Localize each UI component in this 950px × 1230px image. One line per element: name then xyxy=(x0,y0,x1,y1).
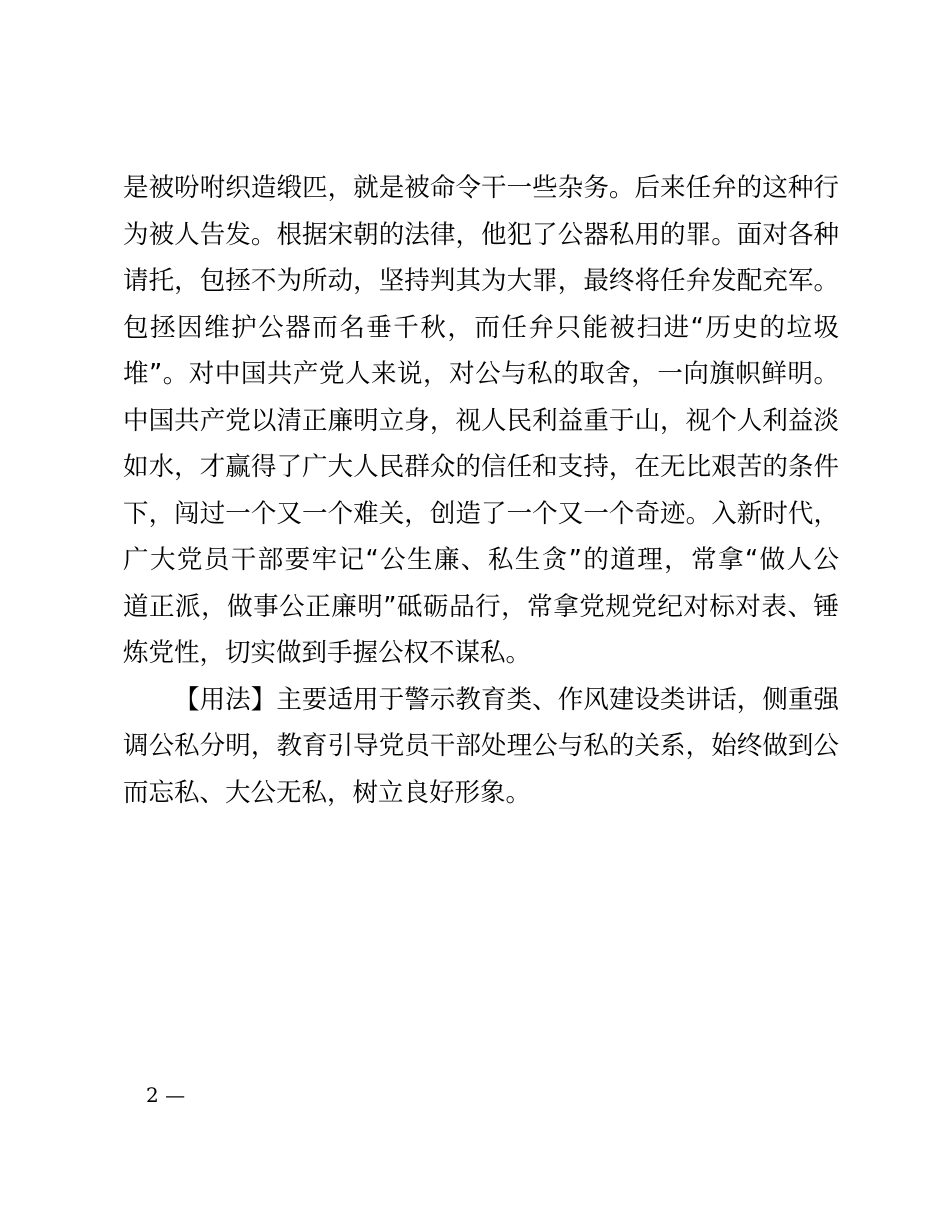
text-line: 广大党员干部要牢记“公生廉、私生贪”的道理，常拿“做人公 xyxy=(123,545,839,575)
text-line: 调公私分明，教育引导党员干部处理公与私的关系，始终做到公 xyxy=(123,731,839,761)
text-line: 【用法】主要适用于警示教育类、作风建设类讲话，侧重强 xyxy=(174,684,839,715)
text-line: 而忘私、大公无私，树立良好形象。 xyxy=(123,777,532,808)
text-line: 为被人告发。根据宋朝的法律，他犯了公器私用的罪。面对各种 xyxy=(123,219,839,250)
text-line: 中国共产党以清正廉明立身，视人民利益重于山，视个人利益淡 xyxy=(123,405,839,436)
text-line: 下，闯过一个又一个难关，创造了一个又一个奇迹。入新时代， xyxy=(123,498,839,529)
text-line: 如水，才赢得了广大人民群众的信任和支持，在无比艰苦的条件 xyxy=(123,452,839,482)
paragraph-2 xyxy=(123,677,839,817)
page-number: 2 — xyxy=(146,1083,186,1107)
text-line: 是被吩咐织造缎匹，就是被命令干一些杂务。后来任弁的这种行 xyxy=(123,173,839,203)
text-line: 请托，包拯不为所动，坚持判其为大罪，最终将任弁发配充军。 xyxy=(123,266,839,296)
text-line: 包拯因维护公器而名垂千秋，而任弁只能被扫进“历史的垃圾 xyxy=(123,312,839,343)
paragraph-1 xyxy=(123,165,839,677)
text-line: 道正派，做事公正廉明”砥砺品行，常拿党规党纪对标对表、锤 xyxy=(123,591,839,622)
body-text xyxy=(123,165,839,816)
text-line: 堆”。对中国共产党人来说，对公与私的取舍，一向旗帜鲜明。 xyxy=(123,359,839,389)
text-line: 炼党性，切实做到手握公权不谋私。 xyxy=(123,638,532,668)
